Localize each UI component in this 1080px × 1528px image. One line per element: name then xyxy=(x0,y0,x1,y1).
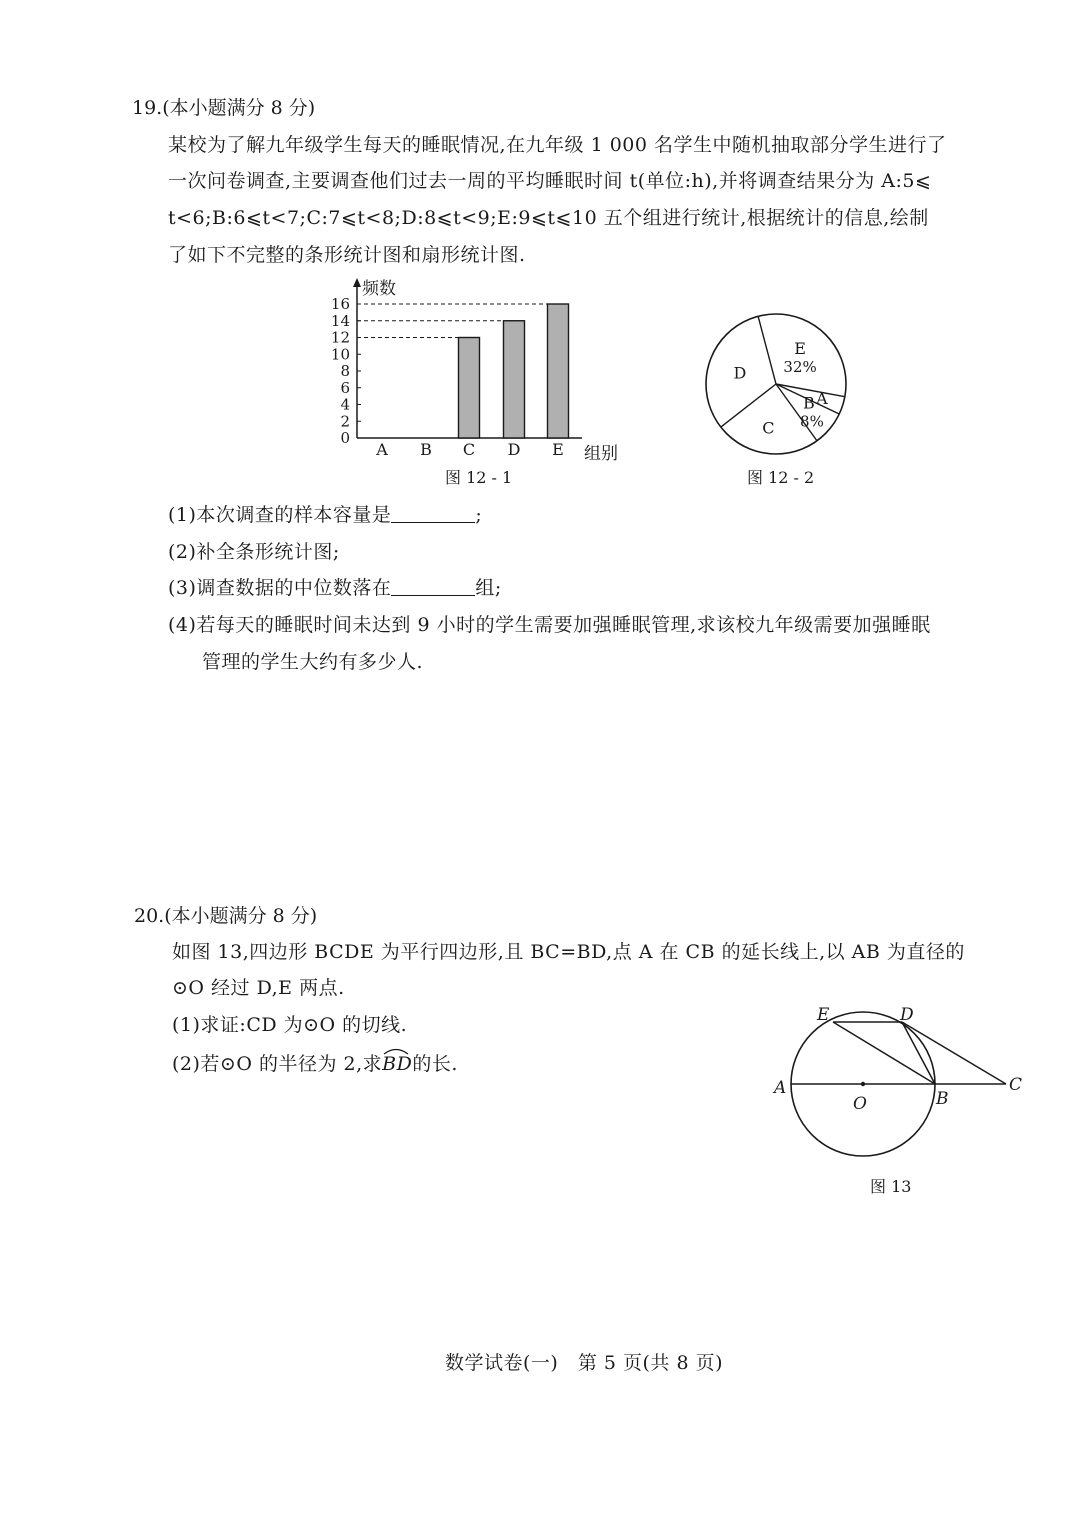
center-point-o xyxy=(861,1082,865,1086)
q19-sub3-end: 组; xyxy=(475,577,502,599)
fig-13-caption: 图 13 xyxy=(870,1177,912,1196)
pie-label-C: C xyxy=(762,418,775,438)
q20-sub2-end: 的长. xyxy=(412,1053,458,1075)
q19-sub1-end: ; xyxy=(475,504,483,526)
label-o: O xyxy=(853,1094,867,1114)
label-a: A xyxy=(774,1078,787,1098)
y-tick-label: 6 xyxy=(340,378,350,397)
q19-title: 19.(本小题满分 8 分) xyxy=(132,97,316,119)
pie-value-B: 8% xyxy=(800,412,824,431)
page-footer: 数学试卷(一) 第 5 页(共 8 页) xyxy=(445,1352,723,1374)
q20-sub2-arc xyxy=(382,1053,412,1075)
q19-sub1-blank[interactable] xyxy=(391,504,475,523)
label-b: B xyxy=(936,1089,949,1109)
q20-stem-line-1: 如图 13,四边形 BCDE 为平行四边形,且 BC=BD,点 A 在 CB 的延长线上,以 AB 为直径的 xyxy=(172,941,965,963)
q19-sub1 xyxy=(168,500,482,527)
pie-divider-0 xyxy=(758,316,776,384)
arc-symbol xyxy=(382,1047,410,1055)
y-tick-label: 8 xyxy=(340,362,350,380)
q20-sub2 xyxy=(172,1049,458,1076)
bar-D xyxy=(504,321,525,438)
fig-12-1-caption: 图 12 - 1 xyxy=(445,468,513,487)
q20-sub1: (1)求证:CD 为⊙O 的切线. xyxy=(172,1014,408,1036)
pie-label-E: E xyxy=(794,339,806,359)
q19-stem-line-2: 一次问卷调查,主要调查他们过去一周的平均睡眠时间 t(单位:h),并将调查结果分为 A:5⩽ xyxy=(168,170,932,192)
geometry-figure-13 xyxy=(760,998,1040,1168)
y-axis-label: 频数 xyxy=(362,279,396,299)
y-tick-label: 0 xyxy=(340,429,350,447)
segment-dc xyxy=(902,1022,1006,1084)
bar-E xyxy=(548,304,569,438)
y-tick-label: 10 xyxy=(330,345,350,364)
x-category-label: C xyxy=(462,440,476,459)
segment-eb xyxy=(833,1022,935,1084)
pie-label-D: D xyxy=(733,363,747,383)
x-category-label: E xyxy=(552,440,564,459)
bar-chart xyxy=(320,272,640,492)
pie-chart xyxy=(700,306,860,466)
q20-title: 20.(本小题满分 8 分) xyxy=(134,905,318,927)
q19-sub4-line-1: (4)若每天的睡眠时间未达到 9 小时的学生需要加强睡眠管理,求该校九年级需要加强睡眠 xyxy=(168,614,931,636)
q19-sub3-blank[interactable] xyxy=(391,577,475,596)
q20-sub2-text: (2)若⊙O 的半径为 2,求 xyxy=(172,1053,383,1075)
y-tick-label: 12 xyxy=(330,328,350,347)
pie-value-E: 32% xyxy=(783,358,817,377)
bar-C xyxy=(459,338,480,439)
y-tick-label: 14 xyxy=(330,311,350,330)
q19-stem-line-4: 了如下不完整的条形统计图和扇形统计图. xyxy=(168,244,526,266)
x-axis-label: 组别 xyxy=(584,444,618,464)
q19-sub3-text: (3)调查数据的中位数落在 xyxy=(168,577,392,599)
q19-sub1-text: (1)本次调查的样本容量是 xyxy=(168,504,392,526)
pie-label-B: B xyxy=(803,393,815,413)
q20-stem-line-2: ⊙O 经过 D,E 两点. xyxy=(172,977,345,999)
q19-sub2: (2)补全条形统计图; xyxy=(168,541,340,563)
x-category-label: D xyxy=(507,440,521,459)
y-tick-label: 4 xyxy=(340,395,350,414)
x-category-label: A xyxy=(376,440,388,459)
q19-sub3 xyxy=(168,573,502,600)
y-tick-label: 2 xyxy=(340,412,350,431)
y-tick-label: 16 xyxy=(330,295,350,313)
label-d: D xyxy=(900,1005,914,1025)
label-c: C xyxy=(1009,1075,1023,1095)
q19-stem-line-3: t<6;B:6⩽t<7;C:7⩽t<8;D:8⩽t<9;E:9⩽t⩽10 五个组进行统计,根据统计的信息,绘制 xyxy=(168,207,929,229)
y-axis-arrow xyxy=(353,278,361,287)
arc-bd-label: BD xyxy=(382,1053,413,1075)
pie-label-A: A xyxy=(816,389,828,409)
label-e: E xyxy=(817,1005,830,1025)
fig-12-2-caption: 图 12 - 2 xyxy=(747,468,815,487)
q19-stem-line-1: 某校为了解九年级学生每天的睡眠情况,在九年级 1 000 名学生中随机抽取部分学生进行了 xyxy=(168,134,947,156)
x-category-label: B xyxy=(420,440,432,459)
q19-sub4-line-2: 管理的学生大约有多少人. xyxy=(202,651,424,673)
